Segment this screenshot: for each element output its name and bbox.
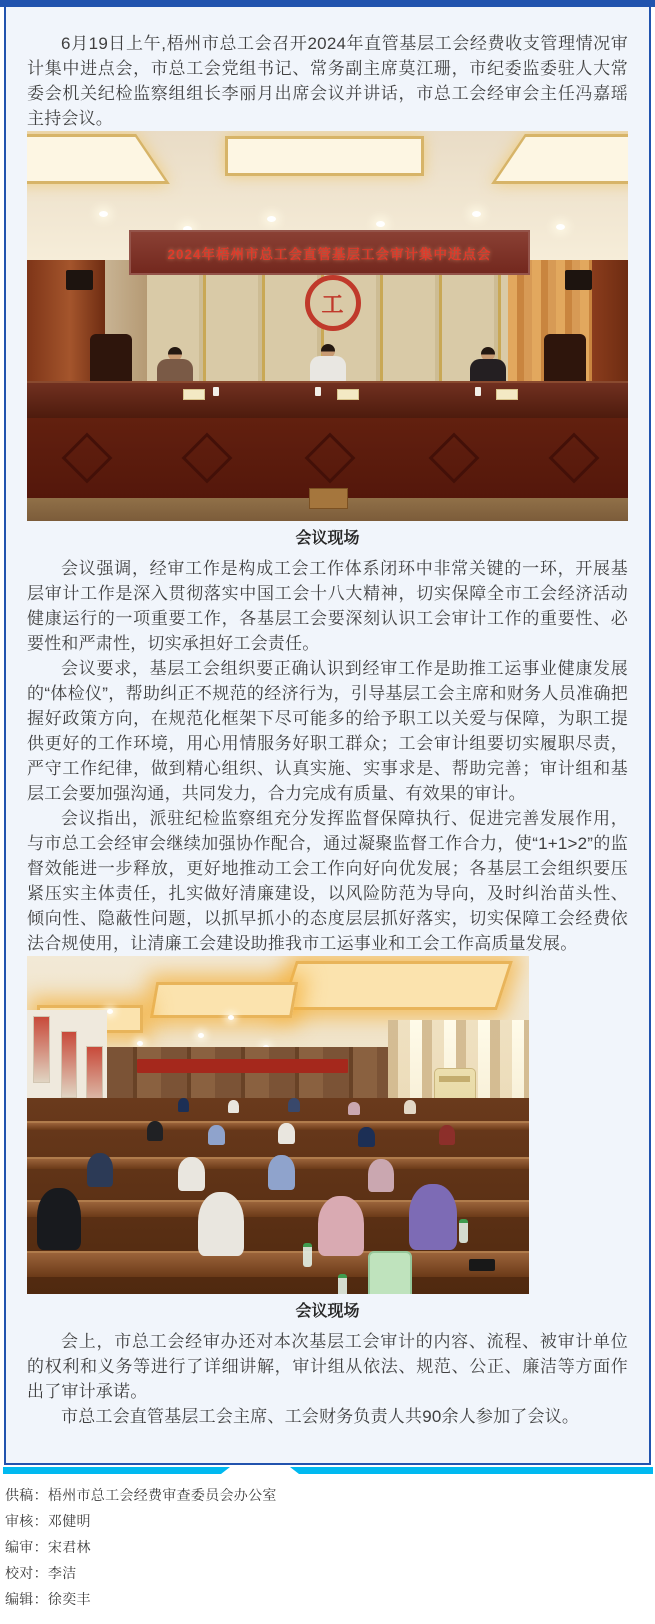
front-wall <box>107 1047 388 1098</box>
floor <box>27 498 628 521</box>
green-bag <box>368 1251 412 1294</box>
diamond-motif <box>182 433 233 484</box>
meeting-photo-rostrum <box>27 131 628 521</box>
person-torso <box>310 356 346 382</box>
name-card <box>183 389 205 400</box>
name-card <box>337 389 359 400</box>
credit-line: 校对：李洁 <box>5 1565 77 1581</box>
diamond-motif <box>428 433 479 484</box>
credit-line: 编审：宋君林 <box>5 1539 91 1555</box>
water-bottle <box>338 1274 347 1294</box>
union-logo: 工 <box>305 275 361 331</box>
person-silhouette <box>178 1098 189 1112</box>
spotlight <box>198 1033 204 1038</box>
wall-poster <box>61 1031 77 1098</box>
paragraph-requirements: 会议要求，基层工会组织要正确认识到经审工作是助推工运事业健康发展的“体检仪”，帮助纠正不规范的经济行为，引导基层工会主席和财务人员准确把握好政策方向，在规范化框架下尽可能多的给予职工以关爱与保障，为职工提供更好的工作环境，用心用情服务好职工群众；工会审计组要切实履职尽责，严守工作纪律，做到精心组织、认真实施、实事求是、帮助完善；审计组和基层工会要加强沟通，共同发力，合力完成有质量、有效果的审计。 <box>27 659 628 803</box>
tea-cup <box>315 387 321 396</box>
divider-ribbon <box>0 1467 655 1474</box>
credit-line: 审核：邓健明 <box>5 1513 91 1529</box>
divider-ribbon-right <box>290 1467 653 1474</box>
person-silhouette <box>147 1121 163 1141</box>
paragraph-explanation: 会上，市总工会经审办还对本次基层工会审计的内容、流程、被审计单位的权利和义务等进行了详细讲解，审计组从依法、规范、公正、廉洁等方面作出了审计承诺。 <box>27 1332 628 1401</box>
ac-vent <box>439 1076 470 1082</box>
audience-area <box>27 1098 529 1294</box>
article-card <box>4 7 651 1465</box>
paragraph-emphasis: 会议强调，经审工作是构成工会工作体系闭环中非常关键的一环，开展基层审计工作是深入贯彻落实中国工会十八大精神，切实保障全市工会经济活动健康运行的一项重要工作，各基层工会要深刻认识工会审计工作的重要性、必要性和严肃性，切实承担好工会责任。 <box>27 559 628 653</box>
ceiling-cove-light <box>491 134 628 184</box>
person-silhouette <box>87 1153 113 1187</box>
person-silhouette <box>439 1125 455 1145</box>
stage-step <box>309 488 347 509</box>
spotlight <box>137 1041 143 1046</box>
person-silhouette <box>348 1102 360 1115</box>
photo-caption: 会议现场 <box>295 1303 360 1320</box>
credits-footer <box>0 1474 655 1624</box>
person-silhouette <box>198 1192 244 1256</box>
spotlight <box>228 1015 234 1020</box>
diamond-motif <box>305 433 356 484</box>
person-silhouette <box>318 1196 364 1256</box>
divider-ribbon-left <box>3 1467 230 1474</box>
distant-banner <box>137 1059 348 1073</box>
wood-column <box>592 260 628 385</box>
diamond-motif <box>62 433 113 484</box>
conference-banner <box>129 230 530 275</box>
ceiling-light-panel <box>280 961 513 1010</box>
person-silhouette <box>228 1100 239 1113</box>
spotlight <box>267 216 276 222</box>
person-silhouette <box>268 1155 295 1190</box>
person-silhouette <box>278 1123 295 1144</box>
stage-front-panel <box>27 418 628 498</box>
top-accent-bar <box>0 0 655 7</box>
person-silhouette <box>306 344 350 384</box>
tea-cup <box>475 387 481 396</box>
person-silhouette <box>358 1127 375 1147</box>
paragraph-pointed-out: 会议指出，派驻纪检监察组充分发挥监督保障执行、促进完善发展作用，与市总工会经审会继续加强协作配合，通过凝聚监督工作合力，使“1+1>2”的监督效能进一步释放，更好地推动工会工作向好向优发展；各基层工会组织要压紧压实主体责任，扎实做好清廉建设，以风险防范为导向，及时纠治苗头性、倾向性、隐蔽性问题，以抓早抓小的态度层层抓好落实，切实保障工会经费依法合规使用，让清廉工会建设助推我市工运事业和工会工作高质量发展。 <box>27 809 628 953</box>
ceiling-cove-light <box>225 136 423 175</box>
ceiling-cove-light <box>27 134 170 184</box>
credit-line: 编辑：徐奕丰 <box>5 1591 91 1607</box>
person-silhouette <box>208 1125 225 1145</box>
phone <box>469 1259 495 1271</box>
wall-speaker <box>565 270 592 290</box>
high-back-chair <box>90 334 132 383</box>
person-silhouette <box>288 1098 300 1112</box>
wall-poster <box>33 1016 49 1083</box>
person-silhouette <box>178 1157 205 1191</box>
spotlight <box>556 224 565 230</box>
ceiling-light-panel <box>149 982 297 1018</box>
paragraph-attendance: 市总工会直管基层工会主席、工会财务负责人共90余人参加了会议。 <box>61 1407 580 1426</box>
conference-banner-text: 2024年梧州市总工会直管基层工会审计集中进点会 <box>167 246 492 262</box>
paragraph-intro: 6月19日上午,梧州市总工会召开2024年直管基层工会经费收支管理情况审计集中进点会，市总工会党组书记、常务副主席莫江珊，市纪委监委驻人大常委会机关纪检监察组组长李丽月出席会议并讲话，市总工会经审会主任冯嘉瑶主持会议。 <box>27 34 628 128</box>
spotlight <box>376 221 385 227</box>
person-silhouette <box>368 1159 394 1192</box>
spotlight <box>472 211 481 217</box>
meeting-photo-audience <box>27 956 529 1294</box>
person-silhouette <box>404 1100 416 1114</box>
name-card <box>496 389 518 400</box>
rostrum-table <box>27 381 628 420</box>
wall-speaker <box>66 270 93 290</box>
spotlight <box>107 1009 113 1014</box>
tea-cup <box>213 387 219 396</box>
spotlight <box>99 211 108 217</box>
water-bottle <box>459 1219 468 1243</box>
diamond-motif <box>548 433 599 484</box>
person-silhouette <box>37 1188 81 1250</box>
desk-row <box>27 1251 529 1277</box>
water-bottle <box>303 1243 312 1267</box>
credit-line: 供稿：梧州市总工会经费审查委员会办公室 <box>5 1487 277 1503</box>
high-back-chair <box>544 334 586 383</box>
person-silhouette <box>409 1184 457 1250</box>
photo-caption: 会议现场 <box>295 530 360 547</box>
